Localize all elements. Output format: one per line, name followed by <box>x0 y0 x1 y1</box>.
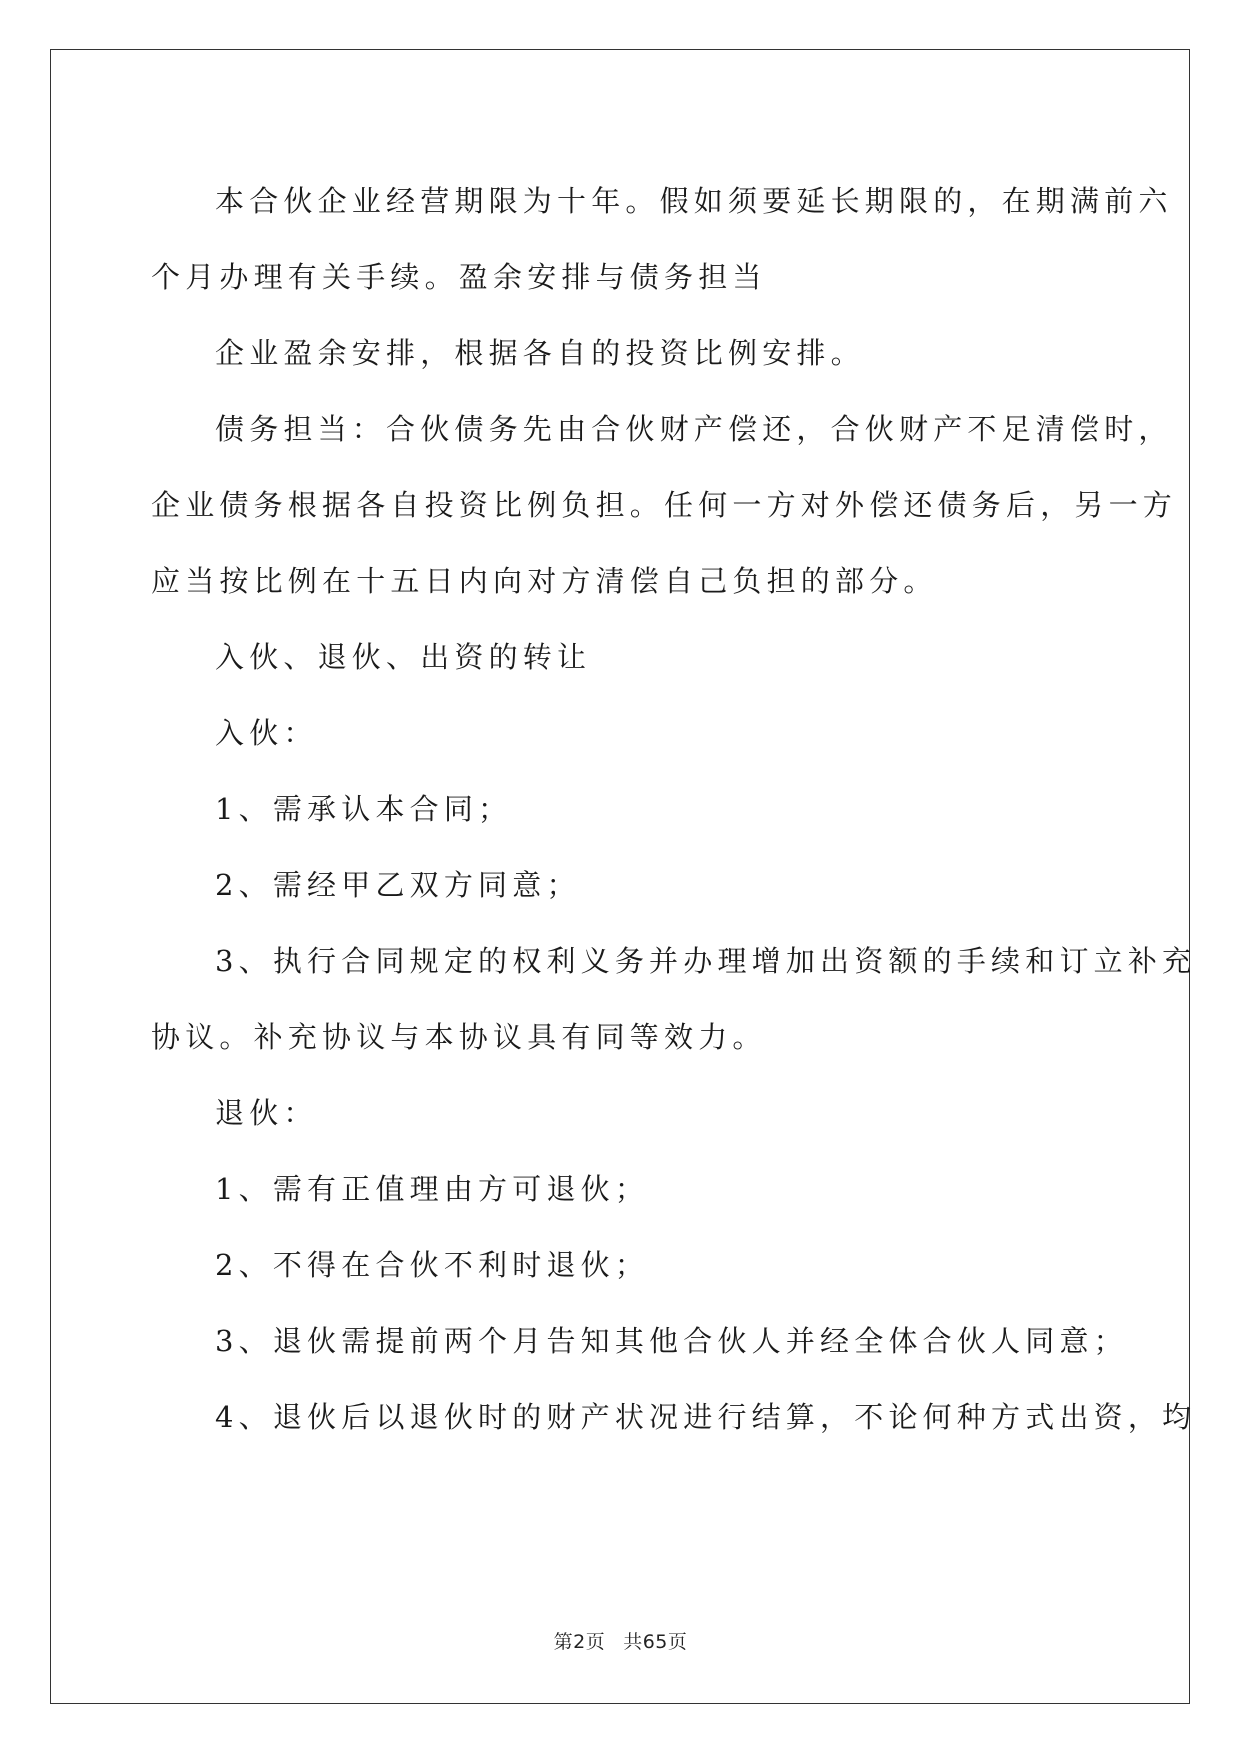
page-number: 第2页 <box>553 1631 606 1653</box>
text-line: 本合伙企业经营期限为十年。假如须要延长期限的，在期满前六 <box>215 184 1173 218</box>
list-item <box>151 1379 1197 1455</box>
paragraph <box>151 315 1091 391</box>
text-line: 退伙： <box>215 1096 318 1130</box>
paragraph <box>151 391 1173 467</box>
document-body <box>151 163 1197 1455</box>
text-line: 4、退伙后以退伙时的财产状况进行结算，不论何种方式出资，均 <box>215 1400 1197 1434</box>
text-line: 企业盈余安排，根据各自的投资比例安排。 <box>215 336 865 370</box>
text-line: 入伙、退伙、出资的转让 <box>215 640 592 674</box>
list-item <box>151 1227 1091 1303</box>
text-line: 3、退伙需提前两个月告知其他合伙人并经全体合伙人同意； <box>215 1324 1128 1358</box>
subsection-heading <box>151 695 1091 771</box>
paragraph-continuation <box>151 467 1178 543</box>
text-line: 3、执行合同规定的权利义务并办理增加出资额的手续和订立补充 <box>215 944 1197 978</box>
section-heading <box>151 619 1091 695</box>
text-line: 个月办理有关手续。盈余安排与债务担当 <box>151 260 767 294</box>
text-line: 2、需经甲乙双方同意； <box>215 868 581 902</box>
paragraph-continuation <box>151 543 1091 619</box>
text-line: 入伙： <box>215 716 318 750</box>
text-line: 1、需承认本合同； <box>215 792 513 826</box>
text-line: 债务担当：合伙债务先由合伙财产偿还，合伙财产不足清偿时， <box>215 412 1173 446</box>
paragraph-continuation <box>151 999 1091 1075</box>
text-line: 1、需有正值理由方可退伙； <box>215 1172 650 1206</box>
text-line: 协议。补充协议与本协议具有同等效力。 <box>151 1020 767 1054</box>
list-item <box>151 1303 1128 1379</box>
page-footer <box>0 1627 1241 1654</box>
text-line: 应当按比例在十五日内向对方清偿自己负担的部分。 <box>151 564 938 598</box>
paragraph-continuation <box>151 239 1091 315</box>
list-item <box>151 923 1197 999</box>
subsection-heading <box>151 1075 1091 1151</box>
list-item <box>151 847 1091 923</box>
text-line: 2、不得在合伙不利时退伙； <box>215 1248 650 1282</box>
page-total: 共65页 <box>623 1631 688 1653</box>
list-item <box>151 771 1091 847</box>
list-item <box>151 1151 1091 1227</box>
paragraph <box>151 163 1173 239</box>
text-line: 企业债务根据各自投资比例负担。任何一方对外偿还债务后，另一方 <box>151 488 1178 522</box>
